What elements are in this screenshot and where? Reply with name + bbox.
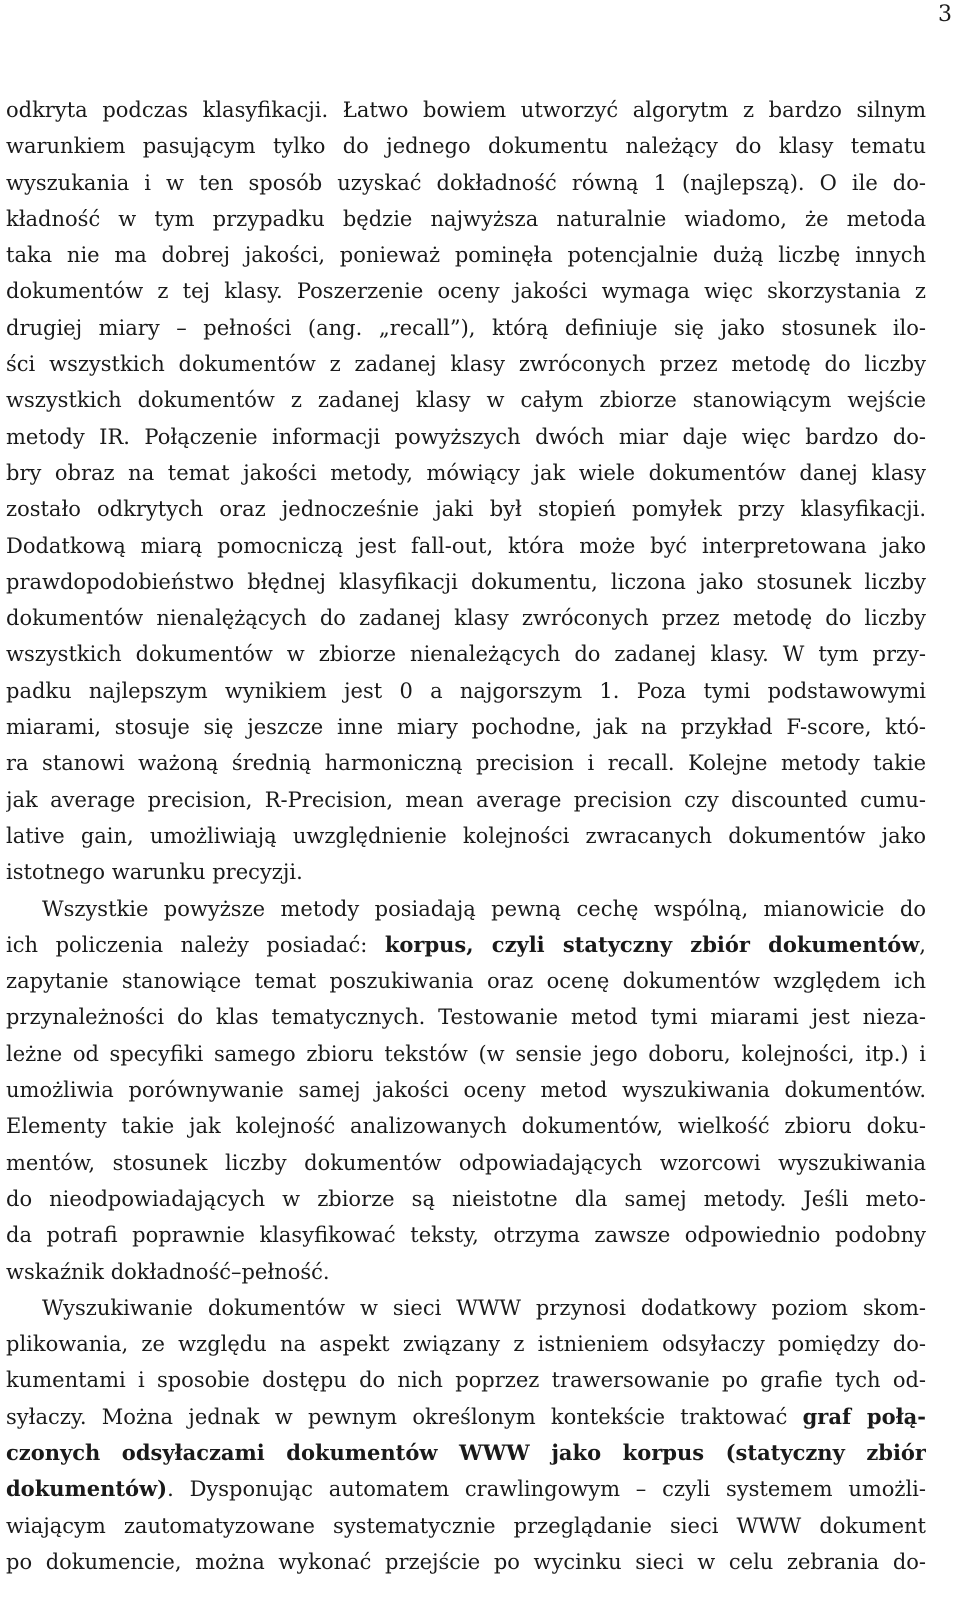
body-text: lative gain, umożliwiają uwzględnienie kolejności zwracanych dokumentów jako [6, 823, 926, 848]
text-line [6, 854, 926, 890]
body-text: mentów, stosunek liczby dokumentów odpowiadających wzorcowi wyszukiwania [6, 1150, 926, 1175]
body-text: wskaźnik dokładność–pełność. [6, 1259, 330, 1284]
body-text: miarami, stosuje się jeszcze inne miary pochodne, jak na przykład F-score, któ- [6, 715, 926, 740]
body-text: syłaczy. Można jednak w pewnym określonym kontekście traktować [6, 1404, 803, 1429]
body-text: wiającym zautomatyzowane systematycznie przeglądanie sieci WWW dokument [6, 1513, 926, 1538]
text-line [6, 1145, 926, 1181]
body-text: dokumentów nienalężących do zadanej klasy zwróconych przez metodę do liczby [6, 606, 926, 631]
body-text: ich policzenia należy posiadać: [6, 932, 385, 957]
body-text: warunkiem pasującym tylko do jednego dokumentu należący do klasy tematu [6, 134, 926, 159]
body-text: Elementy takie jak kolejność analizowanych dokumentów, wielkość zbioru doku- [6, 1114, 926, 1139]
body-text: po dokumencie, można wykonać przejście po wycinku sieci w celu zebrania do- [6, 1549, 926, 1574]
text-line [6, 310, 926, 346]
text-line [6, 165, 926, 201]
text-line [6, 1508, 926, 1544]
text-line [6, 201, 926, 237]
text-line [6, 1544, 926, 1580]
text-line [6, 818, 926, 854]
text-line [6, 709, 926, 745]
text-line [6, 1326, 926, 1362]
body-text: leżne od specyfiki samego zbioru tekstów (w sensie jego doboru, kolejności, itp.) i [6, 1041, 926, 1066]
text-line [6, 673, 926, 709]
body-text: istotnego warunku precyzji. [6, 860, 303, 885]
body-text: dokumentów z tej klasy. Poszerzenie oceny jakości wymaga więc skorzystania z [6, 279, 926, 304]
body-text: Wszystkie powyższe metody posiadają pewną cechę wspólną, mianowicie do [42, 896, 926, 921]
text-line [6, 346, 926, 382]
body-text: wyszukania i w ten sposób uzyskać dokładność równą 1 (najlepszą). O ile do- [6, 170, 926, 195]
body-text: plikowania, ze względu na aspekt związany z istnieniem odsyłaczy pomiędzy do- [6, 1332, 926, 1357]
body-text: do nieodpowiadających w zbiorze są nieistotne dla samej metody. Jeśli meto- [6, 1186, 926, 1211]
body-text: da potrafi poprawnie klasyfikować teksty, otrzyma zawsze odpowiednio podobny [6, 1223, 926, 1248]
bold-text: graf połą- [802, 1403, 926, 1429]
body-text: kumentami i sposobie dostępu do nich poprzez trawersowanie po grafie tych od- [6, 1368, 926, 1393]
text-line [6, 1181, 926, 1217]
text-line [6, 128, 926, 164]
text-line [6, 1217, 926, 1253]
text-line [6, 273, 926, 309]
body-text: ści wszystkich dokumentów z zadanej klasy zwróconych przez metodę do liczby [6, 352, 926, 377]
body-text: . Dysponując automatem crawlingowym – czyli systemem umożli- [167, 1477, 926, 1502]
page-number: 3 [938, 2, 952, 27]
text-line [6, 1290, 926, 1326]
body-text: wszystkich dokumentów w zbiorze nienależących do zadanej klasy. W tym przy- [6, 642, 926, 667]
text-body [6, 92, 926, 1580]
body-text: ra stanowi ważoną średnią harmoniczną precision i recall. Kolejne metody takie [6, 751, 926, 776]
text-line [6, 92, 926, 128]
body-text: jak average precision, R-Precision, mean average precision czy discounted cumu- [6, 787, 926, 812]
text-line [6, 782, 926, 818]
text-line [6, 1399, 926, 1435]
bold-text: korpus, czyli statyczny zbiór dokumentów [384, 931, 920, 957]
body-text: Wyszukiwanie dokumentów w sieci WWW przynosi dodatkowy poziom skom- [42, 1295, 926, 1320]
text-line [6, 999, 926, 1035]
text-line [6, 419, 926, 455]
text-line [6, 528, 926, 564]
text-line [6, 1471, 926, 1507]
text-line [6, 1036, 926, 1072]
text-line [6, 1072, 926, 1108]
body-text: bry obraz na temat jakości metody, mówiący jak wiele dokumentów danej klasy [6, 460, 926, 485]
body-text: metody IR. Połączenie informacji powyższych dwóch miar daje więc bardzo do- [6, 424, 926, 449]
text-line [6, 1435, 926, 1471]
body-text: taka nie ma dobrej jakości, ponieważ pominęła potencjalnie dużą liczbę innych [6, 243, 926, 268]
body-text: prawdopodobieństwo błędnej klasyfikacji dokumentu, liczona jako stosunek liczby [6, 569, 926, 594]
text-line [6, 927, 926, 963]
body-text: Dodatkową miarą pomocniczą jest fall-out, która może być interpretowana jako [6, 533, 926, 558]
body-text: kładność w tym przypadku będzie najwyższa naturalnie wiadomo, że metoda [6, 206, 926, 231]
text-line [6, 1254, 926, 1290]
body-text: umożliwia porównywanie samej jakości oceny metod wyszukiwania dokumentów. [6, 1078, 926, 1103]
text-line [6, 891, 926, 927]
text-line [6, 636, 926, 672]
text-line [6, 1362, 926, 1398]
body-text: , [919, 932, 926, 957]
body-text: drugiej miary – pełności (ang. „recall”), którą definiuje się jako stosunek ilo- [6, 315, 926, 340]
bold-text: dokumentów) [6, 1476, 168, 1502]
text-line [6, 491, 926, 527]
body-text: odkryta podczas klasyfikacji. Łatwo bowiem utworzyć algorytm z bardzo silnym [6, 98, 926, 122]
text-line [6, 745, 926, 781]
body-text: zostało odkrytych oraz jednocześnie jaki był stopień pomyłek przy klasyfikacji. [6, 497, 926, 522]
body-text: wszystkich dokumentów z zadanej klasy w całym zbiorze stanowiącym wejście [6, 388, 926, 413]
text-line [6, 1108, 926, 1144]
body-text: przynależności do klas tematycznych. Testowanie metod tymi miarami jest nieza- [6, 1005, 926, 1030]
body-text: padku najlepszym wynikiem jest 0 a najgorszym 1. Poza tymi podstawowymi [6, 678, 926, 703]
text-line [6, 382, 926, 418]
text-line [6, 600, 926, 636]
text-line [6, 237, 926, 273]
text-line [6, 564, 926, 600]
text-line [6, 963, 926, 999]
bold-text: czonych odsyłaczami dokumentów WWW jako korpus (statyczny zbiór [6, 1439, 926, 1465]
text-line [6, 455, 926, 491]
body-text: zapytanie stanowiące temat poszukiwania oraz ocenę dokumentów względem ich [6, 969, 926, 994]
